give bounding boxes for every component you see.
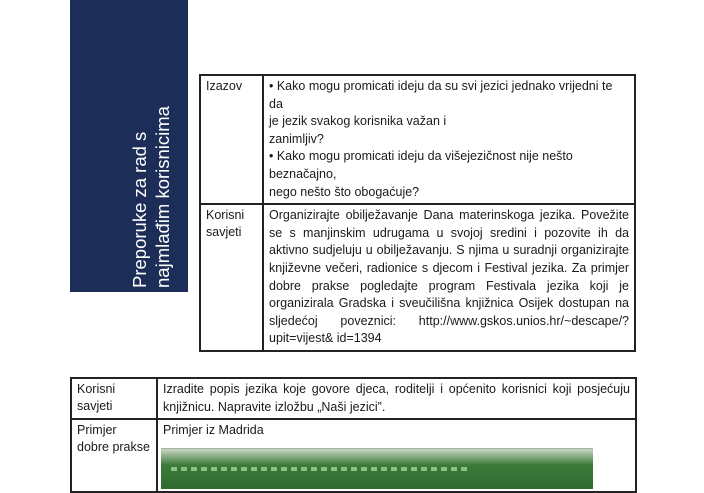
korisni2-label-line-2: savjeti — [77, 399, 113, 413]
korisni-savjeti-label-2 — [71, 378, 157, 419]
primjer-label — [71, 419, 157, 492]
table-row-izazov — [200, 75, 635, 204]
izazov-line-4: • Kako mogu promicati ideju da višejezičnost nije nešto beznačajno, — [269, 149, 573, 181]
primjer-text: Primjer iz Madrida — [163, 423, 264, 438]
izazov-line-3: zanimljiv? — [269, 131, 324, 146]
madrid-photo — [161, 448, 593, 489]
primjer-content — [157, 419, 636, 492]
table-row-primjer — [71, 419, 636, 492]
korisni-savjeti-label — [200, 204, 263, 351]
korisni2-label-line-1: Korisni — [77, 382, 116, 396]
table-row-korisni-savjeti-2 — [71, 378, 636, 419]
izazov-content — [263, 75, 635, 204]
korisni-label-line-1: Korisni — [206, 208, 245, 223]
korisni-savjeti-content-2: Izradite popis jezika koje govore djeca, roditelji i općenito korisnici koji posjećuju knjižnicu. Napravite izložbu „Naši jezici”. — [157, 378, 636, 419]
izazov-line-2: je jezik svakog korisnika važan i — [269, 114, 447, 129]
korisni-label-line-2: savjeti — [206, 225, 242, 240]
primjer-label-line-2: dobre prakse — [77, 440, 150, 455]
primjer-label-line-1: Primjer — [77, 423, 117, 438]
korisni-savjeti-content: Organizirajte obilježavanje Dana materinskoga jezika. Povežite se s manjinskim udrugama u svojoj sredini i pozovite ih da aktivno sudjeluju u obilježavanju. S njima u suradnji organizirajte književne večeri, radionice s djecom i Festival jezika. Za primjer dobre prakse pogledajte program Festivala jezika koji je organizirala Gradska i sveučilišna knjižnica Osijek dostupan na sljedećoj poveznici: http://www.gskos.unios.hr/~descape/?upit=vijest& id=1394 — [263, 204, 635, 351]
sidebar-title-line-1: Preporuke za rad s — [129, 131, 150, 288]
sidebar-title-line-2: najmlađim korisnicima — [152, 106, 173, 288]
table-row-korisni-savjeti — [200, 204, 635, 351]
sidebar-title — [128, 8, 174, 288]
izazov-line-5: nego nešto što obogaćuje? — [269, 184, 420, 199]
izazov-line-1: • Kako mogu promicati ideju da su svi jezici jednako vrijedni te da — [269, 79, 613, 111]
izazov-label: Izazov — [200, 75, 263, 204]
recommendations-table — [199, 74, 636, 352]
recommendations-table-2 — [70, 377, 637, 493]
